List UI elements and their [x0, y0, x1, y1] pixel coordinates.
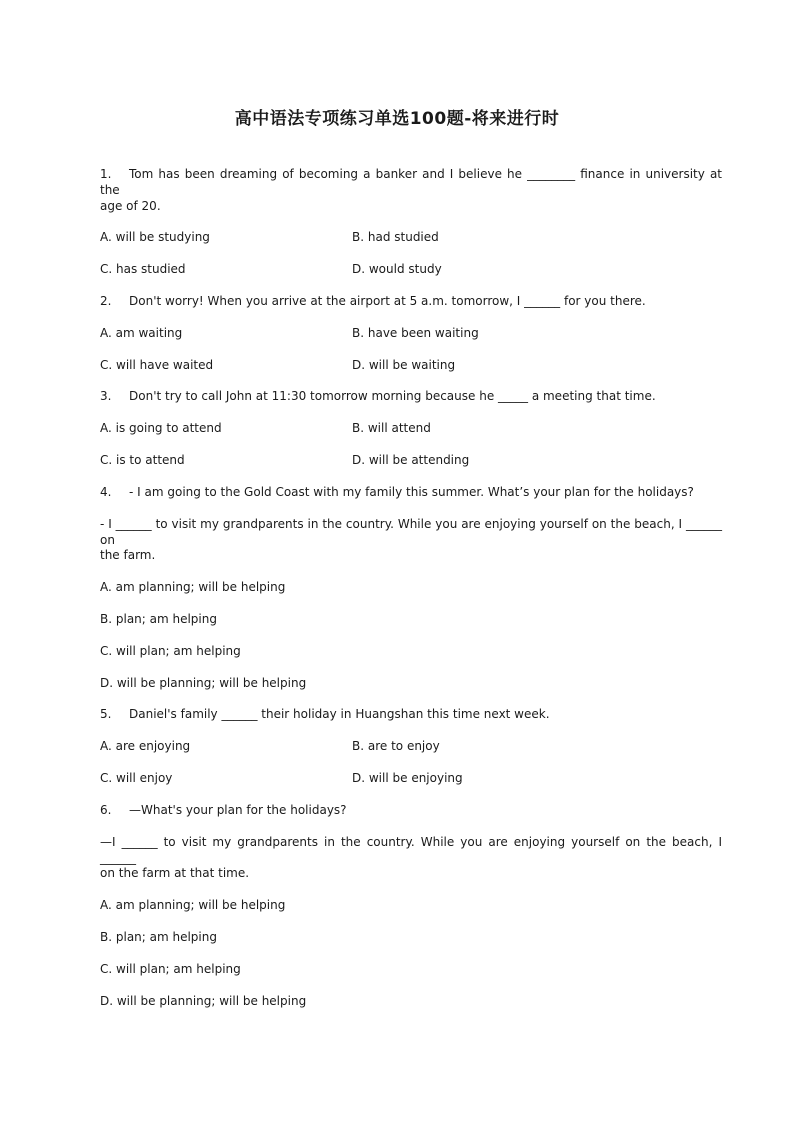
question-5-option-c: C. will enjoy — [100, 771, 173, 785]
question-4-option-d: D. will be planning; will be helping — [100, 676, 307, 690]
question-6-stem-line-1: 6. —What's your plan for the holidays? — [100, 803, 347, 817]
question-1-option-d: D. would study — [352, 262, 442, 276]
question-4-option-a: A. am planning; will be helping — [100, 580, 286, 594]
question-6-stem-line-2: —I ______ to visit my grandparents in the country. While you are enjoying yourself on the beach, I ______ — [100, 835, 722, 865]
question-1-stem-line-2: age of 20. — [100, 199, 161, 213]
question-3-stem-line-1: 3. Don't try to call John at 11:30 tomorrow morning because he _____ a meeting that time. — [100, 389, 656, 403]
question-1-number: 1. — [100, 167, 112, 181]
question-2-option-b: B. have been waiting — [352, 326, 479, 340]
question-6-option-a: A. am planning; will be helping — [100, 898, 286, 912]
question-2-number: 2. — [100, 294, 112, 308]
page-title: 高中语法专项练习单选100题-将来进行时 — [234, 109, 560, 129]
question-3-option-b: B. will attend — [352, 421, 431, 435]
question-2-option-c: C. will have waited — [100, 358, 214, 372]
question-4-stem-line-2: - I ______ to visit my grandparents in the country. While you are enjoying yourself on the beach, I ______ on — [100, 517, 722, 547]
question-5-stem-line-1: 5. Daniel's family ______ their holiday in Huangshan this time next week. — [100, 707, 550, 721]
question-4-number: 4. — [100, 485, 112, 499]
question-5-option-d: D. will be enjoying — [352, 771, 463, 785]
question-3-option-c: C. is to attend — [100, 453, 185, 467]
question-3-option-a: A. is going to attend — [100, 421, 222, 435]
question-6-option-b: B. plan; am helping — [100, 930, 217, 944]
question-6-number: 6. — [100, 803, 112, 817]
question-1-stem-line-1: 1. Tom has been dreaming of becoming a banker and I believe he ________ finance in university at the — [100, 167, 722, 197]
question-2-option-d: D. will be waiting — [352, 358, 456, 372]
question-4-stem-line-1: 4. - I am going to the Gold Coast with my family this summer. What’s your plan for the holidays? — [100, 485, 694, 499]
question-5-option-a: A. are enjoying — [100, 739, 191, 753]
question-6-option-c: C. will plan; am helping — [100, 962, 241, 976]
question-4-option-c: C. will plan; am helping — [100, 644, 241, 658]
question-6-stem-line-3: on the farm at that time. — [100, 866, 250, 880]
question-1-option-c: C. has studied — [100, 262, 186, 276]
question-3-number: 3. — [100, 389, 112, 403]
question-2-stem-line-1: 2. Don't worry! When you arrive at the airport at 5 a.m. tomorrow, I ______ for you there. — [100, 294, 646, 308]
question-3-option-d: D. will be attending — [352, 453, 470, 467]
question-4-option-b: B. plan; am helping — [100, 612, 217, 626]
question-2-option-a: A. am waiting — [100, 326, 183, 340]
question-4-stem-line-3: the farm. — [100, 548, 156, 562]
question-5-option-b: B. are to enjoy — [352, 739, 440, 753]
question-1-option-a: A. will be studying — [100, 230, 210, 244]
question-5-number: 5. — [100, 707, 112, 721]
question-1-option-b: B. had studied — [352, 230, 439, 244]
question-6-option-d: D. will be planning; will be helping — [100, 994, 307, 1008]
